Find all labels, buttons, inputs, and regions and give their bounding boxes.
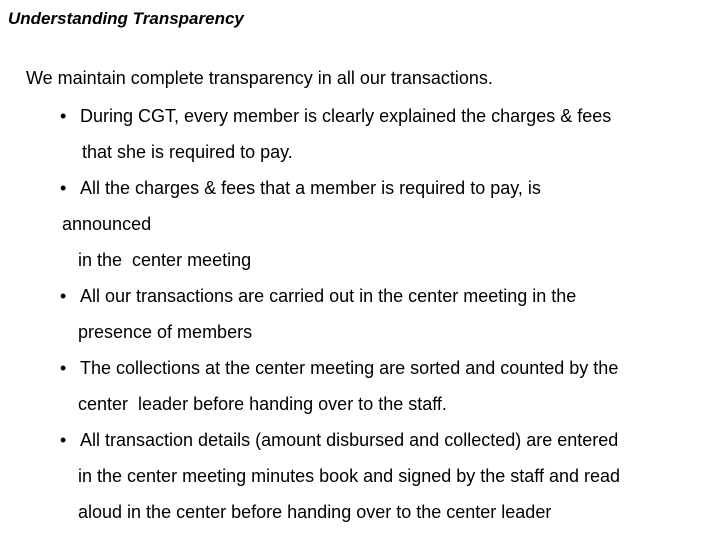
list-item-line: All transaction details (amount disbursed and collected) are entered (80, 430, 619, 450)
list-item-line: During CGT, every member is clearly explained the charges & fees (80, 106, 612, 126)
intro-text: We maintain complete transparency in all our transactions. (26, 68, 493, 88)
bullet-icon: • (60, 358, 67, 378)
list-item-line: in the center meeting minutes book and signed by the staff and read (78, 466, 621, 486)
list-item-line: that she is required to pay. (82, 142, 293, 162)
list-item-line: presence of members (78, 322, 253, 342)
list-item-line: The collections at the center meeting are sorted and counted by the (80, 358, 619, 378)
bullet-icon: • (60, 430, 67, 450)
list-item-line: announced (62, 214, 152, 234)
bullet-icon: • (60, 286, 67, 306)
list-item-line: All the charges & fees that a member is required to pay, is (80, 178, 541, 198)
bullet-icon: • (60, 178, 67, 198)
list-item-line: center leader before handing over to the staff. (78, 394, 447, 414)
bullet-icon: • (60, 106, 67, 126)
list-item-line: in the center meeting (78, 250, 252, 270)
page-title: Understanding Transparency (8, 9, 244, 28)
list-item-line: aloud in the center before handing over to the center leader (78, 502, 552, 522)
list-item-line: All our transactions are carried out in the center meeting in the (80, 286, 577, 306)
